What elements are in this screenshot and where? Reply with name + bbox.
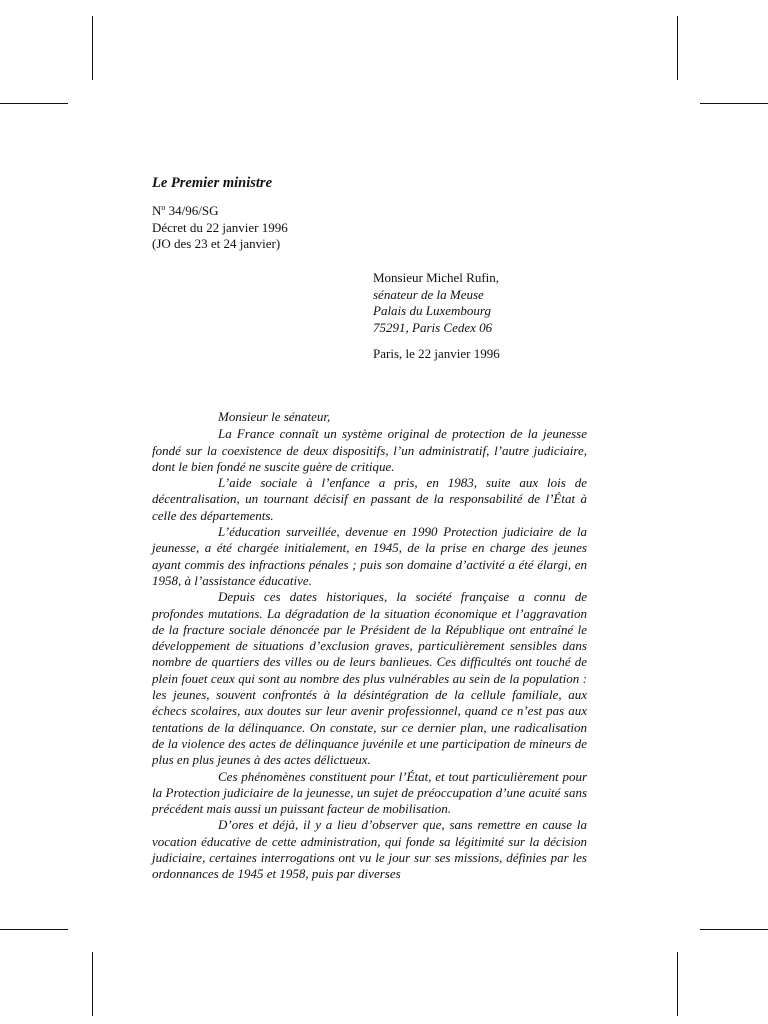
crop-mark-top-right-vertical <box>677 16 678 80</box>
body-paragraph: Depuis ces dates historiques, la société française a connu de profondes mutations. La dégradation de la situation économique et l’aggravation de la fracture sociale dénoncée par le Président de la République ont entraîné le développement de situations d’exclusion graves, particulièrement sensibles dans nombre de quartiers des villes ou de leurs banlieues. Ces difficultés ont touché de plein fouet ceux qui sont au nombre des plus vulnérables au sein de la population : les jeunes, souvent confrontés à la désintégration de la cellule familiale, aux échecs scolaires, aux doutes sur leur avenir professionnel, quand ce n’est pas aux tentations de la délinquance. On constate, sur ce dernier plan, une radicalisation de la violence des actes de délinquance juvénile et une participation de mineurs de plus en plus jeunes à des actes délictueux. <box>152 589 587 768</box>
recipient-address-line2: 75291, Paris Cedex 06 <box>373 319 493 335</box>
body-paragraph: L’aide sociale à l’enfance a pris, en 1983, suite aux lois de décentralisation, un tournant décisif en passant de la responsabilité de l’État à celle des départements. <box>152 475 587 523</box>
decree-line: Décret du 22 janvier 1996 <box>152 219 288 235</box>
letterhead-title: Le Premier ministre <box>152 175 273 191</box>
journal-line: (JO des 23 et 24 janvier) <box>152 236 281 251</box>
body-paragraph: La France connaît un système original de protection de la jeunesse fondé sur la coexistence de deux dispositifs, l’un administratif, l’autre judiciaire, dont le bien fondé ne suscite guère de critique. <box>152 426 587 474</box>
crop-mark-bottom-left-vertical <box>92 952 93 1016</box>
letter-date: Paris, le 22 janvier 1996 <box>373 346 500 361</box>
recipient-name: Monsieur Michel Rufin, <box>373 270 500 285</box>
salutation: Monsieur le sénateur, <box>218 409 331 424</box>
letter-body <box>152 409 587 883</box>
recipient-address-line1: Palais du Luxembourg <box>373 303 491 318</box>
crop-mark-top-left-horizontal <box>0 103 68 104</box>
crop-mark-bottom-left-horizontal <box>0 929 68 930</box>
body-paragraph: Ces phénomènes constituent pour l’État, et tout particulièrement pour la Protection judiciaire de la jeunesse, un sujet de préoccupation d’une acuité sans précédent mais aussi un puissant facteur de mobilisation. <box>152 768 587 817</box>
recipient-title: sénateur de la Meuse <box>373 286 484 302</box>
body-paragraph: D’ores et déjà, il y a lieu d’observer que, sans remettre en cause la vocation éducative de cette administration, qui fonde sa légitimité sur la décision judiciaire, certaines interrogations ont vu le jour sur ses missions, définies par les ordonnances de 1945 et 1958, puis par diverses <box>152 817 587 882</box>
crop-mark-bottom-right-horizontal <box>700 929 768 930</box>
recipient-block <box>373 270 499 336</box>
body-paragraph: L’éducation surveillée, devenue en 1990 Protection judiciaire de la jeunesse, a été chargée initialement, en 1945, de la prise en charge des jeunes ayant commis des infractions pénales ; puis son domaine d’activité a été élargi, en 1958, à l’assistance éducative. <box>152 524 587 588</box>
reference-block <box>152 200 288 253</box>
crop-mark-bottom-right-vertical <box>677 952 678 1016</box>
crop-mark-top-right-horizontal <box>700 103 768 104</box>
reference-number: $N^o$ 34/96/SG <box>152 203 219 218</box>
crop-mark-top-left-vertical <box>92 16 93 80</box>
